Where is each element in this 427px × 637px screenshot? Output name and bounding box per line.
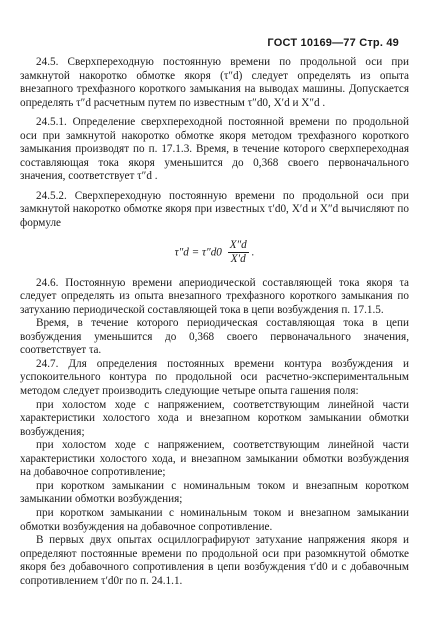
page-header: ГОСТ 10169—77 Стр. 49 — [267, 37, 399, 49]
list-item-4: при коротком замыкании с номинальным током и внезапном замыкании обмотки возбуждения на добавочное сопротивление. — [20, 506, 409, 533]
formula — [20, 239, 409, 267]
formula-numerator: X″d — [228, 239, 249, 254]
paragraph-time: Время, в течение которого периодическая составляющая тока в цепи возбуждения уменьшится до 0,368 своего первоначального значения, соответствует τa. — [20, 317, 409, 357]
formula-fraction — [228, 239, 249, 267]
list-item-1: при холостом ходе с напряжением, соответствующим линейной части характеристики холостого хода и внезапном коротком замыкании обмотки возбуждения; — [20, 398, 409, 438]
list-item-2: при холостом ходе с напряжением, соответствующим линейной части характеристики холостого хода, и внезапном замыкании обмотки возбуждения на добавочное сопротивление; — [20, 439, 409, 479]
formula-denominator: X′d — [230, 253, 246, 266]
paragraph-oscillography: В первых двух опытах осциллографируют затухание напряжения якоря и определяют постоянные времени по продольной оси при разомкнутой обмотке якоря без добавочного сопротивления в цепи возбуждения τ′d0 и с добавочным сопротивлением τ′d0r по п. 24.1.1. — [20, 534, 409, 587]
list-item-3: при коротком замыкании с номинальным током и внезапным коротком замыкании обмотки возбуждения; — [20, 479, 409, 506]
paragraph-24-5-2: 24.5.2. Сверхпереходную постоянную времени по продольной оси при замкнутой накоротко обмотке якоря при известных τ′d0, X′d и X″d вычисляют по формуле — [20, 189, 409, 230]
formula-lhs: τ″d = τ″d0 — [174, 246, 222, 259]
paragraph-24-7: 24.7. Для определения постоянных времени контура возбуждения и успокоительного контура по продольной оси расчетно-экспериментальным методом следует производить следующие четыре опыта гашения поля: — [20, 357, 409, 398]
paragraph-24-6: 24.6. Постоянную времени апериодической составляющей тока якоря τa следует определять из опыта внезапного трехфазного короткого замыкания по затуханию периодической составляющей тока в цепи возбуждения п. 17.1.5. — [20, 276, 409, 316]
paragraph-24-5: 24.5. Сверхпереходную постоянную времени по продольной оси при замкнутой накоротко обмотке якоря (τ″d) следует определять из опыта внезапного трехфазного короткого замыкания на выводах машины. Допускается определять τ″d расчетным путем по известным τ″d0, X′d и X″d . — [20, 56, 409, 109]
body-text — [20, 56, 409, 588]
paragraph-24-5-1: 24.5.1. Определение сверхпереходной постоянной времени по продольной оси при замкнутой накоротко обмотке якоря методом трехфазного короткого замыкания производят по п. 17.1.3. Время, в течение которого сверхпереходная составляющая тока якоря уменьшится до 0,368 своего первоначального значения, соответствует τ″d . — [20, 116, 409, 183]
formula-end: . — [251, 246, 255, 259]
